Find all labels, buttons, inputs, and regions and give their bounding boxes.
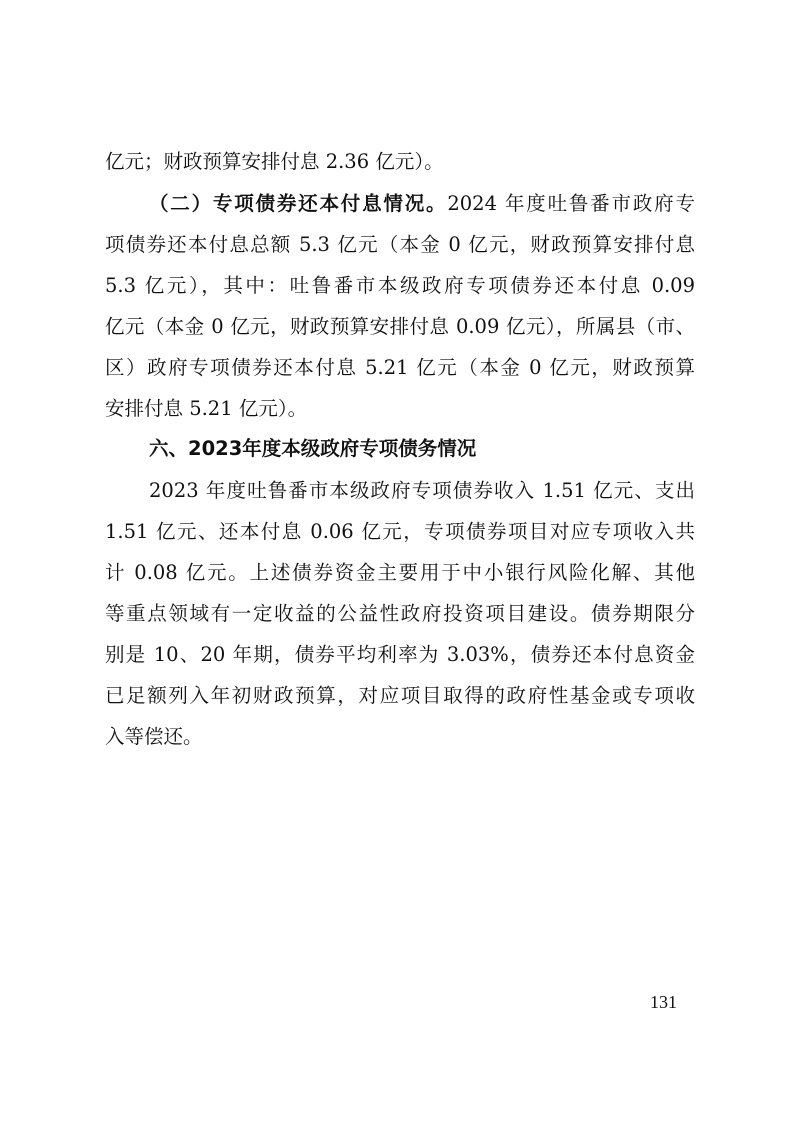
paragraph-line <box>105 231 695 259</box>
section-heading-line <box>149 190 695 218</box>
line-text: 亿元（本金 0 亿元，财政预算安排付息 0.09 亿元），所属县（市、 <box>105 315 695 338</box>
paragraph-line <box>105 518 695 546</box>
paragraph-line <box>105 641 695 669</box>
subsection-heading: （二）专项债券还本付息情况。 <box>149 192 448 215</box>
paragraph-line <box>105 559 695 587</box>
line-text: 亿元；财政预算安排付息 2.36 亿元）。 <box>105 150 444 173</box>
paragraph-line <box>149 477 695 505</box>
line-text: 已足额列入年初财政预算，对应项目取得的政府性基金或专项收 <box>105 684 695 707</box>
line-text: 等重点领域有一定收益的公益性政府投资项目建设。债券期限分 <box>105 602 695 625</box>
paragraph-line <box>105 682 695 710</box>
paragraph-line <box>105 723 695 751</box>
line-text: 别是 10、20 年期，债券平均利率为 3.03%，债券还本付息资金 <box>105 643 695 666</box>
paragraph-line <box>105 148 695 176</box>
line-text: 计 0.08 亿元。上述债券资金主要用于中小银行风险化解、其他 <box>105 561 695 584</box>
section-heading-text: 六、2023年度本级政府专项债务情况 <box>149 437 477 460</box>
line-text: 区）政府专项债券还本付息 5.21 亿元（本金 0 亿元，财政预算 <box>105 356 695 379</box>
paragraph-line <box>105 354 695 382</box>
paragraph-line <box>105 272 695 300</box>
section-heading <box>149 435 695 463</box>
line-text: 5.3 亿元），其中：吐鲁番市本级政府专项债券还本付息 0.09 <box>105 274 695 297</box>
line-text: 1.51 亿元、还本付息 0.06 亿元，专项债券项目对应专项收入共 <box>105 520 695 543</box>
page-number: 131 <box>650 992 677 1012</box>
line-text: 2023 年度吐鲁番市本级政府专项债券收入 1.51 亿元、支出 <box>149 479 695 502</box>
paragraph-line <box>105 600 695 628</box>
line-text: 项债券还本付息总额 5.3 亿元（本金 0 亿元，财政预算安排付息 <box>105 233 695 256</box>
line-text: 安排付息 5.21 亿元）。 <box>105 397 308 420</box>
line-text: 入等偿还。 <box>105 725 203 748</box>
paragraph-line <box>105 395 695 423</box>
paragraph-line <box>105 313 695 341</box>
line-text: 2024 年度吐鲁番市政府专 <box>447 192 695 215</box>
